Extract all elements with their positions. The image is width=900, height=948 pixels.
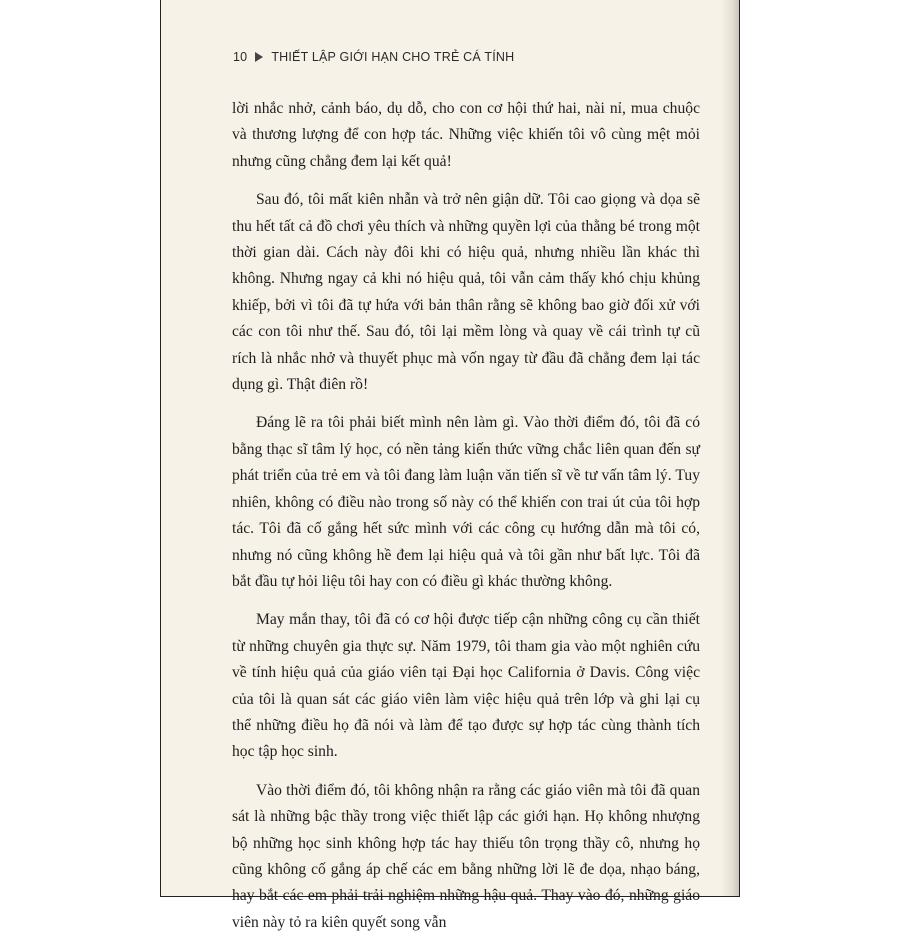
triangle-arrow-icon [255, 52, 263, 62]
paragraph: May mắn thay, tôi đã có cơ hội được tiếp cận những công cụ cần thiết từ những chuyên gia thực sự. Năm 1979, tôi tham gia vào một nghiên cứu về tính hiệu quả của giáo viên tại Đại học California ở Davis. Công việc của tôi là quan sát các giáo viên làm việc hiệu quả trên lớp và ghi lại cụ thể những điều họ đã nói và làm để tạo được sự hợp tác cùng thành tích học tập học sinh. [232, 611, 700, 761]
paragraph: Vào thời điểm đó, tôi không nhận ra rằng các giáo viên mà tôi đã quan sát là những bậc thầy trong việc thiết lập các giới hạn. Họ không nhượng bộ những học sinh không hợp tác hay thiếu tôn trọng thầy cô, nhưng họ cũng không cố gắng áp chế các em bằng những lời lẽ đe dọa, nhạo báng, hay bắt các em phải trải nghiệm những hậu quả. Thay vào đó, những giáo viên này tỏ ra kiên quyết song vẫn [232, 781, 700, 931]
body-text [232, 96, 700, 948]
running-title: THIẾT LẬP GIỚI HẠN CHO TRẺ CÁ TÍNH [271, 50, 515, 64]
page-spine-shadow [721, 0, 739, 896]
page-number: 10 [233, 50, 248, 64]
paragraph-continuation: lời nhắc nhở, cảnh báo, dụ dỗ, cho con cơ hội thứ hai, nài nỉ, mua chuộc và thương lượng để con hợp tác. Những việc khiến tôi vô cùng mệt mỏi nhưng cũng chẳng đem lại kết quả! [232, 100, 700, 170]
running-header [233, 50, 514, 64]
paragraph: Sau đó, tôi mất kiên nhẫn và trở nên giận dữ. Tôi cao giọng và dọa sẽ thu hết tất cả đồ chơi yêu thích và những quyền lợi của thằng bé trong một thời gian dài. Cách này đôi khi có hiệu quả, nhưng nhiều lần khác thì không. Nhưng ngay cả khi nó hiệu quả, tôi vẫn cảm thấy khó chịu khủng khiếp, bởi vì tôi đã tự hứa với bản thân rằng sẽ không bao giờ đối xử với các con tôi như thế. Sau đó, tôi lại mềm lòng và quay về cái trình tự cũ rích là nhắc nhở và thuyết phục mà vốn ngay từ đầu đã chẳng đem lại tác dụng gì. Thật điên rồ! [232, 191, 700, 394]
book-page [160, 0, 740, 931]
paragraph: Đáng lẽ ra tôi phải biết mình nên làm gì. Vào thời điểm đó, tôi đã có bằng thạc sĩ tâm lý học, có nền tảng kiến thức vững chắc liên quan đến sự phát triển của trẻ em và tôi đang làm luận văn tiến sĩ về tư vấn tâm lý. Tuy nhiên, không có điều nào trong số này có thể khiến con trai út của tôi hợp tác. Tôi đã cố gắng hết sức mình với các công cụ hướng dẫn mà tôi có, nhưng nó cũng không hề đem lại hiệu quả và tôi gần như bất lực. Tôi đã bắt đầu tự hỏi liệu tôi hay con có điều gì khác thường không. [232, 414, 700, 590]
